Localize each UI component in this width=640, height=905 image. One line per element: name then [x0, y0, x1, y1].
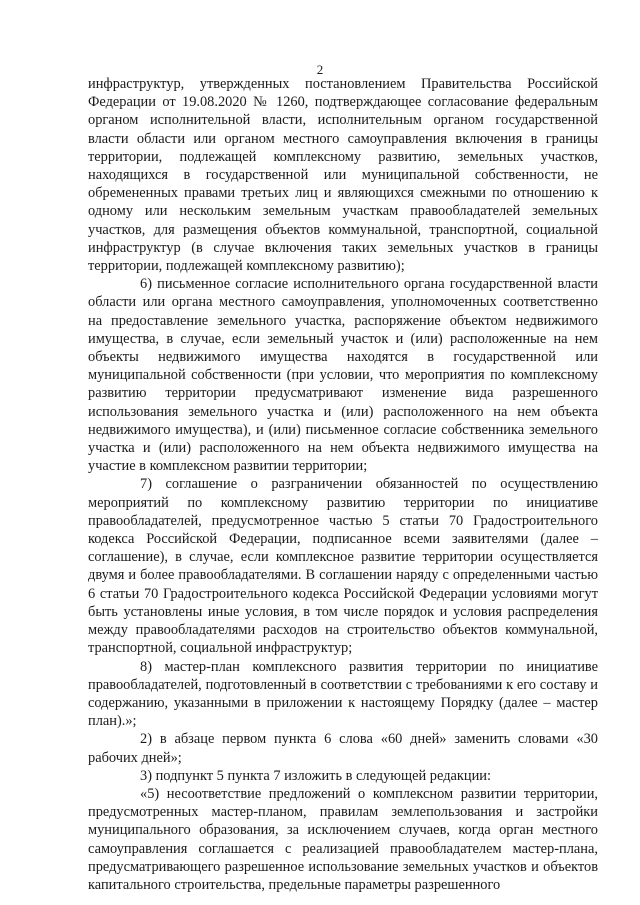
document-body: [88, 75, 598, 894]
paragraph-amendment-3: 3) подпункт 5 пункта 7 изложить в следующей редакции:: [140, 767, 491, 784]
paragraph-new-item-5: «5) несоответствие предложений о комплексном развитии территории, предусмотренных мастер-планом, правилам землепользования и застройки муниципального образования, за исключением случаев, когда орган местного самоуправления соглашается с реализацией правообладателем мастер-плана, предусматривающего разрешенное использование земельных участков и объектов капитального строительства, предельные параметры разрешенного: [88, 785, 598, 893]
page-number: 2: [316, 62, 324, 77]
paragraph-1: инфраструктур, утвержденных постановлением Правительства Российской Федерации от 19.08.2020 № 1260, подтверждающее согласование федеральным органом исполнительной власти, исполнительным органом государственной власти области или органом местного самоуправления включения в границы территории, подлежащей комплексному развитию, земельных участков, находящихся в государственной или муниципальной собственности, не обремененных правами третьих лиц и являющихся смежными по отношению к одному или нескольким земельным участкам правообладателей земельных участков, для размещения объектов коммунальной, транспортной, социальной инфраструктур (в случае включения таких земельных участков в границы территории, подлежащей комплексному развитию);: [88, 76, 598, 275]
paragraph-amendment-2: 2) в абзаце первом пункта 6 слова «60 дней» заменить словами «30 рабочих дней»;: [88, 731, 598, 766]
paragraph-item-6: 6) письменное согласие исполнительного органа государственной власти области или органа местного самоуправления, уполномоченных соответственно на предоставление земельного участка, распоряжение объектом недвижимого имущества, в случае, если земельный участок и (или) расположенные на нем объекты недвижимого имущества находятся в государственной или муниципальной собственности (при условии, что мероприятия по комплексному развитию территории предусматривают изменение вида разрешенного использования земельного участка и (или) расположенного на нем объекта недвижимого имущества), и (или) письменное согласие собственника земельного участка и (или) расположенного на нем объекта недвижимого имущества на участие в комплексном развитии территории;: [88, 276, 598, 475]
paragraph-item-7: 7) соглашение о разграничении обязанностей по осуществлению мероприятий по комплексному развитию территории по инициативе правообладателей, предусмотренное частью 5 статьи 70 Градостроительного кодекса Российской Федерации, подписанное всеми заявителями (далее – соглашение), в случае, если комплексное развитие территории осуществляется двумя и более правообладателями. В соглашении наряду с определенными частью 6 статьи 70 Градостроительного кодекса Российской Федерации условиями могут быть установлены иные условия, в том числе порядок и условия распределения между правообладателями расходов на строительство объектов коммунальной, транспортной, социальной инфраструктур;: [88, 476, 598, 657]
paragraph-item-8: 8) мастер-план комплексного развития территории по инициативе правообладателей, подготовленный в соответствии с требованиями к его составу и содержанию, указанными в приложении к настоящему Порядку (далее – мастер план).»;: [88, 658, 598, 730]
